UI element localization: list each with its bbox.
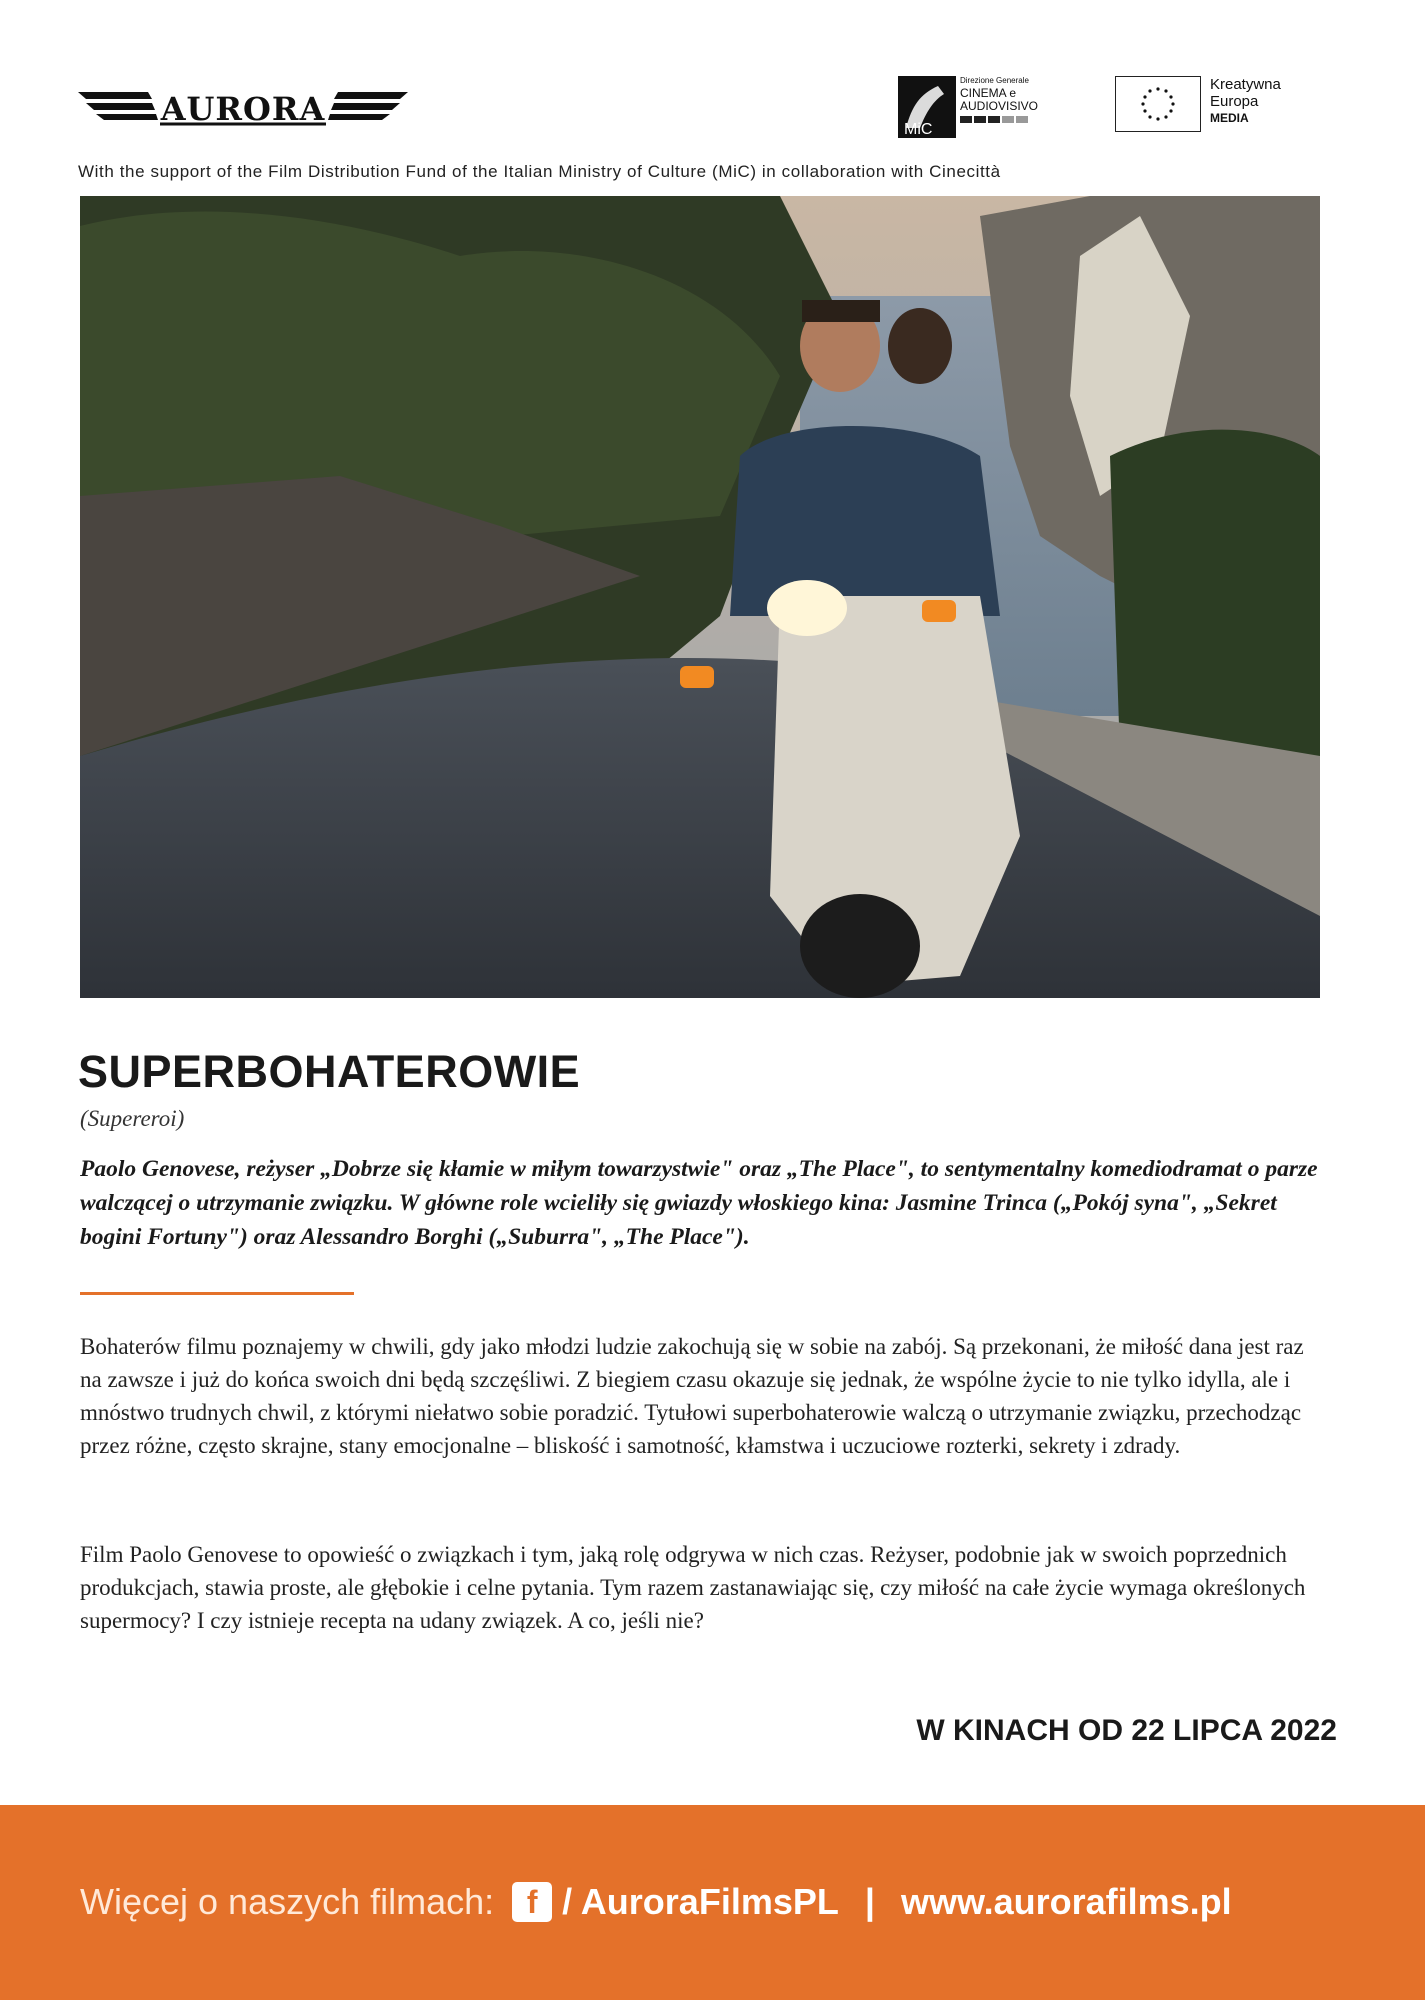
- synopsis-paragraph-1: Bohaterów filmu poznajemy w chwili, gdy jako młodzi ludzie zakochują się w sobie na zabój. Są przekonani, że miłość dana jest raz na zawsze i już do końca swoich dni będą szczęśliwi. Z biegiem czasu okazuje się jednak, że wspólne życie to nie tylko idylla, ale i mnóstwo trudnych chwil, z którymi niełatwo sobie poradzić. Tytułowi superbohaterowie walczą o utrzymanie związku, przechodząc przez różne, często skrajne, stany emocjonalne – bliskość i samotność, kłamstwa i uczuciowe rozterki, sekrety i zdrady.: [80, 1334, 1304, 1458]
- footer-separator: |: [864, 1881, 875, 1922]
- eu-flag-icon: [1115, 76, 1201, 132]
- support-statement: With the support of the Film Distribution Fund of the Italian Ministry of Culture (MiC) in collaboration with Cinecittà: [78, 162, 1001, 181]
- eu-line-2: Europa: [1210, 93, 1259, 110]
- release-date: W KINACH OD 22 LIPCA 2022: [916, 1714, 1337, 1747]
- original-title: (Supereroi): [80, 1106, 185, 1131]
- mic-line-2: CINEMA e: [960, 86, 1017, 100]
- footer-more-text: Więcej o naszych filmach:: [80, 1881, 495, 1922]
- eu-line-3: MEDIA: [1210, 111, 1249, 125]
- eu-line-1: Kreatywna: [1210, 76, 1281, 93]
- lead-paragraph: Paolo Genovese, reżyser „Dobrze się kłamie w miłym towarzystwie" oraz „The Place", to sentymentalny komediodramat o parze walczącej o utrzymanie związku. W główne role wcieliły się gwiazdy włoskiego kina: Jasmine Trinca („Pokój syna", „Sekret bogini Fortuny") oraz Alessandro Borghi („Suburra", „The Place").: [80, 1156, 1318, 1250]
- aurora-logo: [78, 86, 408, 130]
- accent-divider: [80, 1292, 354, 1295]
- mic-line-1: Direzione Generale: [960, 76, 1029, 85]
- synopsis-paragraph-2: Film Paolo Genovese to opowieść o związkach i tym, jaką rolę odgrywa w nich czas. Reżyser, podobnie jak w swoich poprzednich produkcjach, stawia proste, ale głębokie i celne pytania. Tym razem zastanawiając się, czy miłość na całe życie wymaga określonych supermocy? I czy istnieje recepta na udany związek. A co, jeśli nie?: [80, 1542, 1306, 1633]
- aurora-logo-text: AURORA: [160, 90, 326, 128]
- footer-bar: [0, 1805, 1425, 2000]
- mic-emblem-icon: [898, 76, 956, 138]
- mic-bars: [960, 116, 1038, 123]
- website-link[interactable]: www.aurorafilms.pl: [900, 1881, 1232, 1922]
- mic-short-text: MiC: [904, 121, 933, 138]
- film-title: SUPERBOHATEROWIE: [78, 1046, 581, 1097]
- creative-europe-logo: [1210, 76, 1281, 127]
- facebook-icon[interactable]: f: [512, 1882, 552, 1922]
- mic-logo: [898, 74, 1046, 140]
- facebook-handle-link[interactable]: / AuroraFilmsPL: [562, 1881, 839, 1922]
- film-still-image: [80, 196, 1320, 998]
- mic-line-3: AUDIOVISIVO: [960, 99, 1039, 113]
